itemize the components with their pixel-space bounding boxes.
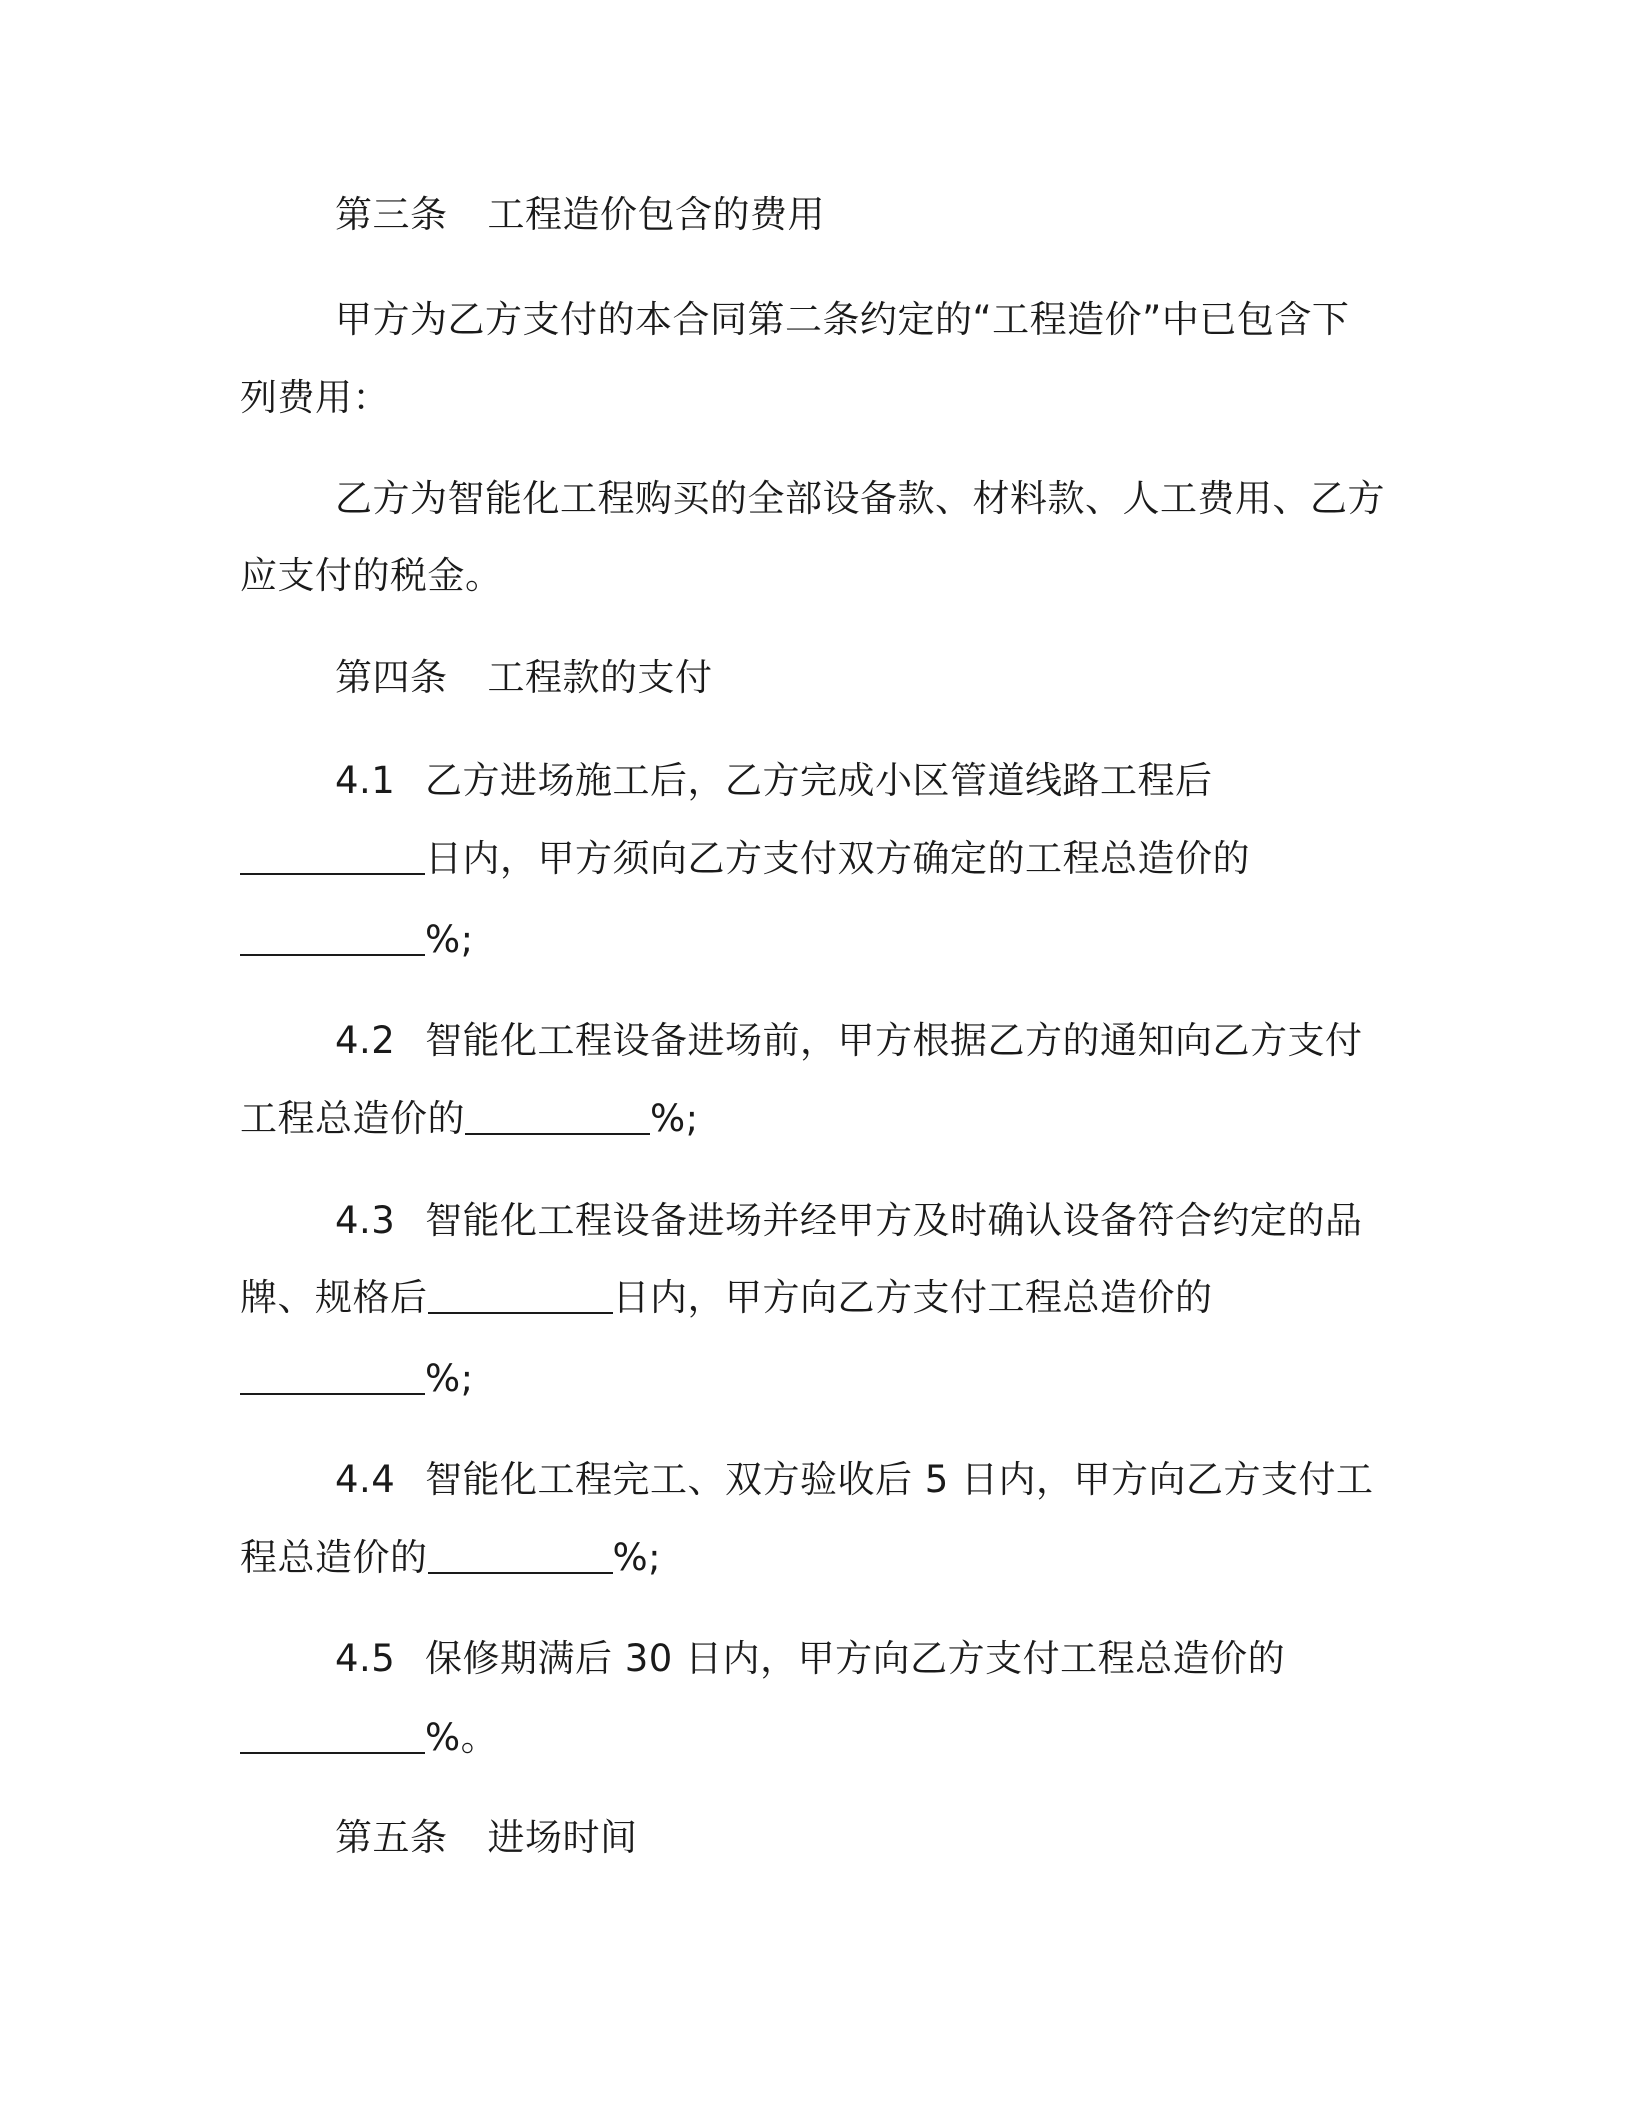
article4-title: 工程款的支付 bbox=[487, 656, 713, 699]
article3-title: 工程造价包含的费用 bbox=[487, 193, 825, 236]
clause-number: 4.1 bbox=[335, 759, 396, 802]
clause-text: %; bbox=[425, 1357, 474, 1400]
fill-blank bbox=[465, 1097, 650, 1135]
article3-p1-line1: 甲方为乙方支付的本合同第二条约定的“工程造价”中已包含下 bbox=[335, 298, 1350, 341]
clause-text: 工程总造价的 bbox=[240, 1097, 465, 1140]
clause-number: 4.5 bbox=[335, 1637, 396, 1680]
clause-4-3-line3 bbox=[240, 1354, 474, 1404]
clause-4-2-line2 bbox=[240, 1094, 699, 1144]
clause-text: %; bbox=[425, 918, 474, 961]
clause-text: 日内，甲方向乙方支付工程总造价的 bbox=[612, 1276, 1213, 1319]
article3-p1-line2: 列费用： bbox=[240, 376, 390, 419]
fill-blank bbox=[240, 1357, 425, 1395]
clause-text: %。 bbox=[425, 1716, 499, 1759]
clause-4-2-line1 bbox=[335, 1016, 1363, 1066]
clause-text: 智能化工程设备进场前，甲方根据乙方的通知向乙方支付 bbox=[425, 1019, 1363, 1062]
clause-number: 4.3 bbox=[335, 1199, 396, 1242]
clause-4-5-line1 bbox=[335, 1634, 1285, 1684]
clause-4-4-line2 bbox=[240, 1533, 661, 1583]
clause-text: 程总造价的 bbox=[240, 1536, 428, 1579]
article5-label: 第五条 bbox=[335, 1816, 448, 1859]
clause-4-1-line3 bbox=[240, 915, 474, 965]
clause-text: 牌、规格后 bbox=[240, 1276, 428, 1319]
clause-4-1-line1 bbox=[335, 756, 1213, 806]
clause-text: 乙方进场施工后，乙方完成小区管道线路工程后 bbox=[425, 759, 1213, 802]
clause-text: 保修期满后 30 日内，甲方向乙方支付工程总造价的 bbox=[425, 1637, 1286, 1680]
article4-label: 第四条 bbox=[335, 656, 448, 699]
article3-p2-line1: 乙方为智能化工程购买的全部设备款、材料款、人工费用、乙方 bbox=[335, 477, 1385, 520]
fill-blank bbox=[428, 1276, 613, 1314]
clause-4-4-line1 bbox=[335, 1455, 1374, 1505]
clause-text: %; bbox=[612, 1536, 662, 1579]
fill-blank bbox=[240, 918, 425, 956]
clause-text: 日内，甲方须向乙方支付双方确定的工程总造价的 bbox=[425, 837, 1250, 880]
article5-heading bbox=[335, 1813, 638, 1863]
article3-p2-line2: 应支付的税金。 bbox=[240, 554, 503, 597]
fill-blank bbox=[428, 1536, 613, 1574]
article4-heading bbox=[335, 653, 713, 703]
clause-4-3-line1 bbox=[335, 1196, 1363, 1246]
clause-text: %; bbox=[650, 1097, 699, 1140]
clause-number: 4.4 bbox=[335, 1458, 396, 1501]
article5-title: 进场时间 bbox=[487, 1816, 638, 1859]
fill-blank bbox=[240, 837, 425, 875]
clause-4-5-line2 bbox=[240, 1713, 498, 1763]
clause-text: 智能化工程完工、双方验收后 5 日内，甲方向乙方支付工 bbox=[425, 1458, 1374, 1501]
clause-text: 智能化工程设备进场并经甲方及时确认设备符合约定的品 bbox=[425, 1199, 1363, 1242]
fill-blank bbox=[240, 1716, 425, 1754]
clause-4-3-line2 bbox=[240, 1273, 1213, 1323]
article3-label: 第三条 bbox=[335, 193, 448, 236]
clause-4-1-line2 bbox=[240, 834, 1250, 884]
clause-number: 4.2 bbox=[335, 1019, 396, 1062]
article3-heading bbox=[335, 190, 825, 240]
